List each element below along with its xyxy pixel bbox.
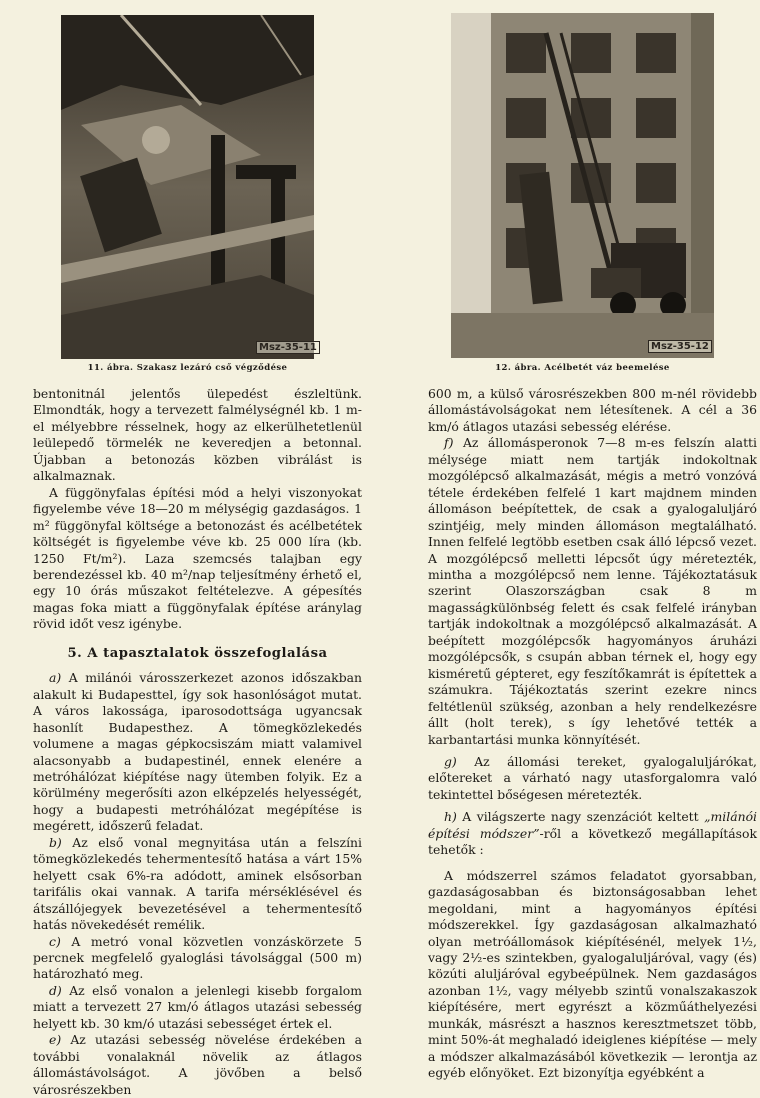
item-text: Az állomásperonok 7—8 m-es felszín alatti mélysége miatt nem tartják indokoltnak mozgólépcső alkalmazását, mégis a metró vonzóvá tétele érdekében felfelé 1 kart majdnem minden állomáson beépítettek, de csak a gyalogaluljáró szintjéig, mely minden állomáson megtalálható. Innen felfelé legtöbb esetben csak álló lépcső vezet. A mozgólépcső melletti lépcsőt úgy méretezték, mintha a mozgólépcső nem lenne. Tájékoztatásuk szerint Olaszországban csak 8 m magasságkülönbség felett és csak felfelé irányban tartják indokoltnak a mozgólépcső alkalmazását. A beépített mozgólépcsők hagyományos áruházi mozgólépcsők, s csupán abban térnek el, hogy egy kisméretű gépteret, egy feszítőkamrát is építettek a számukra. Tájékoztatás szerint ezekre nincs feltétlenül szükség, azonban a hely rendelkezésre állt (holt terek), s így lehetővé tették a karbantartási munka könnyítését. [428,435,757,747]
item-text: A metró vonal közvetlen vonzáskörzete 5 percnek megfelelő gyaloglási távolsággal (500 m) határozható meg. [33,933,362,982]
left-column [33,386,362,1098]
figure-12-caption: 12. ábra. Acélbetét váz beemelése [495,363,670,373]
item-letter: e) [49,1032,62,1048]
item-letter: g) [444,753,457,769]
summary-item-g [428,754,757,803]
item-text-after: -ről a következő megállapítások tehetők : [428,825,757,858]
summary-item-f [428,435,757,748]
item-text: Az utazási sebesség növelése érdekében a további vonalaknál növelik az átlagos állomástávolságot. A jövőben a belső városrészekben [33,1032,362,1097]
summary-item-c [33,934,362,983]
summary-item-b [33,835,362,934]
item-text: Az első vonal megnyitása után a felszíni tömegközlekedés tehermentesítő hatása a várt 15% helyett csak 6%-ra adódott, aminek elsősorban tarifális okai vannak. A tarifa mérséklésével és átszállójegyek bevezetésével a tehermentesítő hatás növekedését remélik. [33,834,362,933]
summary-item-a [33,670,362,835]
item-letter: b) [49,834,62,850]
item-text-before: A világszerte nagy szenzációt keltett [462,809,705,825]
left-paragraph: A függönyfalas építési mód a helyi viszonyokat figyelembe véve 18—20 m mélységig gazdaságos. 1 m² függönyfal költsége a betonozást és acélbetétek költségét is figyelembe véve kb. 25 000 líra (kb. 1250 Ft/m²). Laza szemcsés talajban egy berendezéssel kb. 40 m²/nap teljesítmény érhető el, egy 10 órás műszakot feltételezve. A gépesítés magas foka miatt a függönyfalak építése aránylag rövid időt vesz igénybe. [33,484,362,632]
item-text-italic: „milánói építési módszer” [428,809,757,841]
figure-11-stamp: Msz-35-11 [256,341,320,354]
item-text: Az első vonalon a jelenlegi kisebb forgalom miatt a tervezett 27 km/ó átlagos utazási sebesség helyett kb. 30 km/ó utazási sebességet értek el. [33,982,362,1031]
left-paragraph: bentonitnál jelentős ülepedést észleltünk. Elmondták, hogy a tervezett falmélységnél kb. 1 m-el mélyebbre résselnek, hogy az elkerülhetetlenül leülepedő törmelék ne keveredjen a betonnal. Újabban a betonozás közben vibrálást is alkalmaznak. [33,386,362,484]
item-letter: f) [444,435,454,451]
right-paragraph-continued: 600 m, a külső városrészekben 800 m-nél rövidebb állomástávolságokat nem létesítenek. A cél a 36 km/ó átlagos utazási sebesség elérése. [428,386,757,434]
summary-item-h [428,809,757,858]
summary-item-d [33,983,362,1032]
figure-12-stamp: Msz-35-12 [648,340,712,353]
figure-11-photo [61,15,314,359]
section-heading: 5. A tapasztalatok összefoglalása [67,645,328,661]
item-text: A milánói városszerkezet azonos időszakban alakult ki Budapesttel, így sok hasonlóságot mutat. A város lakossága, iparosodottsága ugyancsak hasonlít Budapesthez. A tömegközlekedés volumene a magas gépkocsiszám miatt valamivel alacsonyabb a budapestinél, ennek elenére a metróhálózat kiépítése nagy ütemben folyik. Ez a körülmény megerősíti azon elképzelés helyességét, hogy a budapesti metróhálózat megépítése is megérett, időszerű feladat. [33,670,362,834]
item-letter: c) [49,933,61,949]
item-text: Az állomási tereket, gyalogaluljárókat, előtereket a várható nagy utasforgalomra való tekintettel bőségesen méretezték. [428,753,757,802]
item-letter: d) [49,982,62,998]
right-column [428,386,757,1082]
right-paragraph-final: A módszerrel számos feladatot gyorsabban, gazdaságosabban és biztonságosabban lehet megoldani, mint a hagyományos építési módszerekkel. Így gazdaságosan alkalmazható olyan metróállomások kiépítésénél, melyek 1½, vagy 2½-es szintekben, gyalogaluljáróval, vagy (és) közúti aluljáróval egybeépülnek. Nem gazdaságos azonban 1½, vagy mélyebb szintű vonalszakaszok kiépítésére, mert egyrészt a közműáthelyezési munkák, másrészt a hasznos keresztmetszet több, mint 50%-át meghaladó ideiglenes kiépítése — mely a módszer alkalmazásából következik — lerontja az egyéb előnyöket. Ezt bizonyítja egyébként a [428,867,757,1081]
item-letter: h) [444,809,457,825]
summary-item-e [33,1032,362,1098]
figure-11-caption: 11. ábra. Szakasz lezáró cső végződése [87,363,288,373]
figure-12-photo [451,13,714,358]
item-letter: a) [49,670,62,686]
